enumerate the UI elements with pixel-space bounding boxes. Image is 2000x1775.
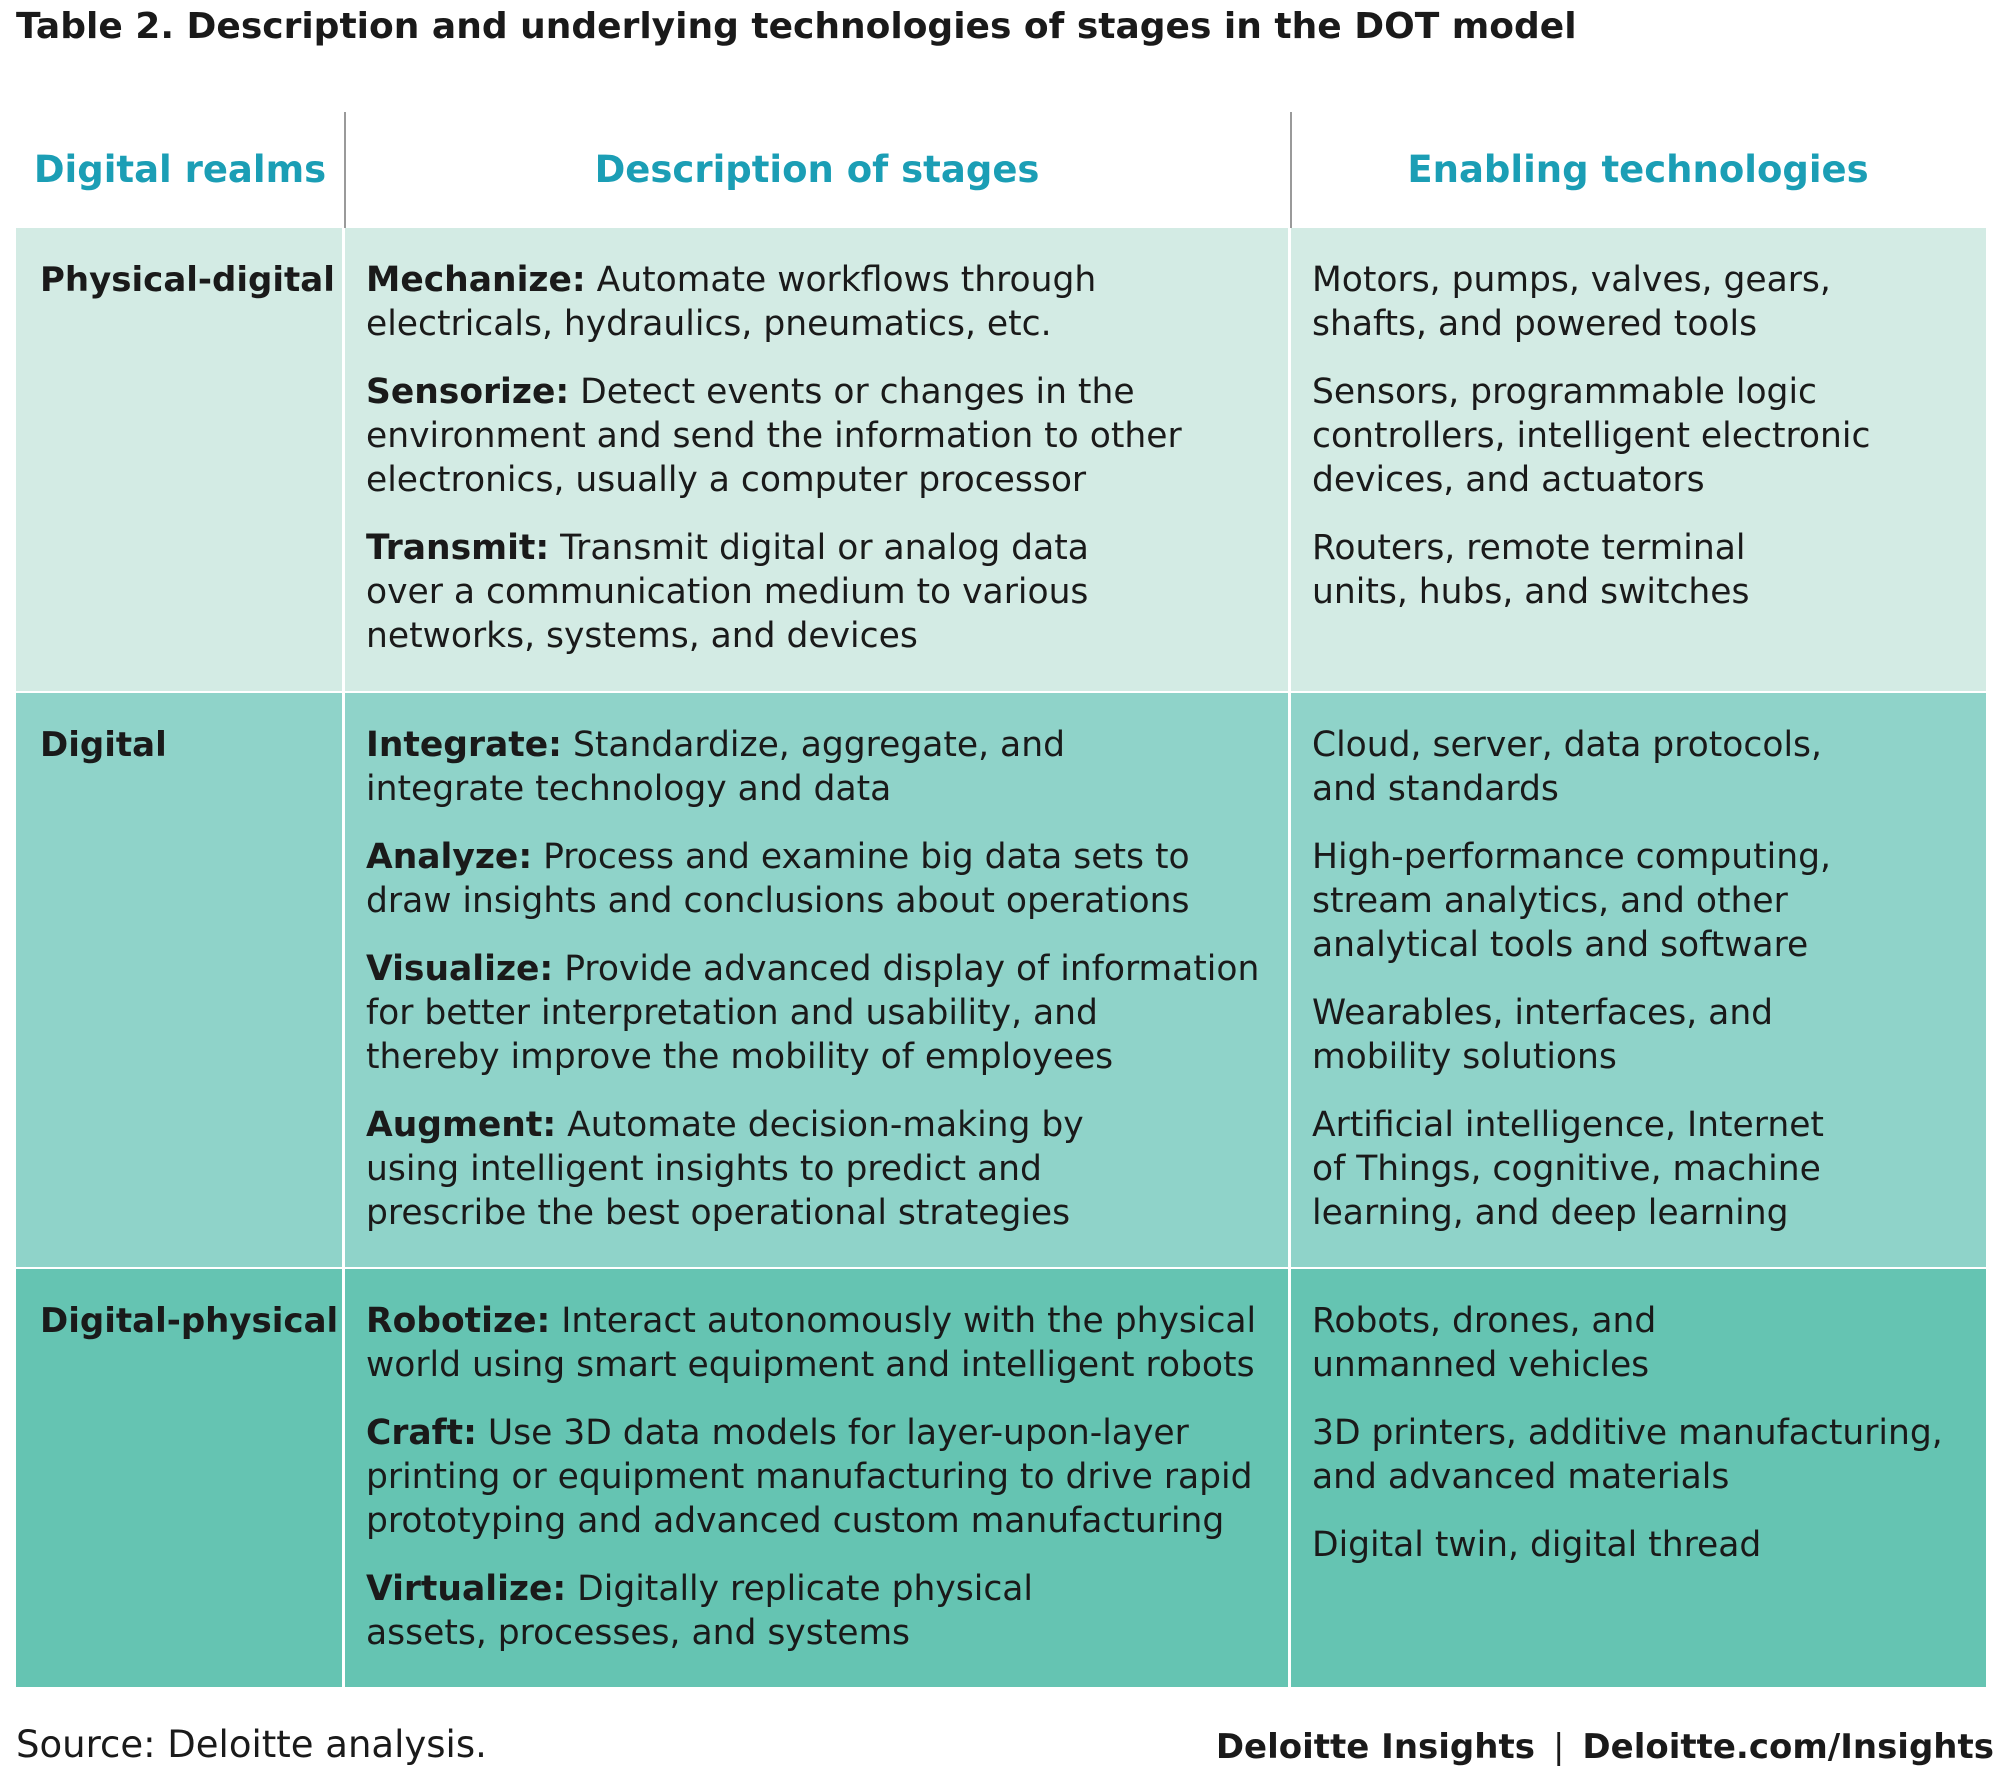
stage-text: networks, systems, and devices — [366, 616, 918, 656]
stage-descriptions — [366, 723, 1286, 1259]
realm-label: Digital-physical — [40, 1301, 339, 1341]
realm-label: Digital — [40, 725, 167, 765]
row-digital-physical — [16, 1269, 1986, 1687]
column-divider — [342, 693, 345, 1267]
stage-descriptions — [366, 258, 1286, 682]
stage-text: Interact autonomously with the physical — [561, 1301, 1257, 1341]
stage-term: Robotize: — [366, 1301, 551, 1341]
stage-term: Visualize: — [366, 949, 554, 989]
stage-term: Transmit: — [366, 528, 550, 568]
stage-text: printing or equipment manufacturing to drive rapid — [366, 1457, 1253, 1497]
stage-term: Virtualize: — [366, 1569, 567, 1609]
enabling-technologies — [1312, 1299, 1982, 1591]
stage-text: integrate technology and data — [366, 769, 892, 809]
header-digital-realms: Digital realms — [33, 147, 327, 191]
stage-text: world using smart equipment and intelligent robots — [366, 1345, 1255, 1385]
enabling-technologies — [1312, 723, 1982, 1259]
stage-text: Detect events or changes in the — [580, 372, 1135, 412]
column-divider — [1288, 693, 1291, 1267]
source-note: Source: Deloitte analysis. — [16, 1723, 487, 1766]
stage-text: electricals, hydraulics, pneumatics, etc. — [366, 304, 1052, 344]
stage-text: Use 3D data models for layer-upon-layer — [487, 1413, 1189, 1453]
row-digital — [16, 693, 1986, 1267]
technology-item: Digital twin, digital thread — [1312, 1525, 1762, 1565]
technology-item: High-performance computing, stream analytics, and other analytical tools and software — [1312, 837, 1831, 965]
stage-text: thereby improve the mobility of employees — [366, 1037, 1114, 1077]
brand-separator: | — [1552, 1727, 1565, 1767]
stage-sensorize — [366, 370, 1286, 502]
header-description-of-stages: Description of stages — [594, 147, 1040, 191]
stage-craft — [366, 1411, 1286, 1543]
realm-label: Physical-digital — [40, 260, 335, 300]
stage-text: using intelligent insights to predict and — [366, 1149, 1042, 1189]
technology-item: Sensors, programmable logic controllers, intelligent electronic devices, and actuators — [1312, 372, 1871, 500]
stage-text: environment and send the information to other — [366, 416, 1182, 456]
stage-text: Process and examine big data sets to — [543, 837, 1190, 877]
technology-item: Robots, drones, and unmanned vehicles — [1312, 1301, 1657, 1385]
header-divider-right — [1290, 112, 1292, 228]
stage-text: electronics, usually a computer processor — [366, 460, 1087, 500]
technology-item: Artificial intelligence, Internet of Things, cognitive, machine learning, and deep learning — [1312, 1105, 1824, 1233]
row-physical-digital — [16, 228, 1986, 691]
stage-descriptions — [366, 1299, 1286, 1679]
stage-text: Provide advanced display of information — [564, 949, 1260, 989]
column-divider — [342, 228, 345, 691]
stage-text: assets, processes, and systems — [366, 1613, 911, 1653]
technology-item: Routers, remote terminal units, hubs, and switches — [1312, 528, 1750, 612]
column-divider — [1288, 1269, 1291, 1687]
enabling-technologies — [1312, 258, 1982, 638]
brand-name: Deloitte Insights — [1215, 1727, 1535, 1767]
column-divider — [342, 1269, 345, 1687]
stage-text: Standardize, aggregate, and — [572, 725, 1065, 765]
stage-term: Analyze: — [366, 837, 533, 877]
stage-text: for better interpretation and usability, and — [366, 993, 1098, 1033]
technology-item: Cloud, server, data protocols, and standards — [1312, 725, 1822, 809]
stage-term: Integrate: — [366, 725, 562, 765]
stage-visualize — [366, 947, 1286, 1079]
technology-item: 3D printers, additive manufacturing, and advanced materials — [1312, 1413, 1943, 1497]
column-divider — [1288, 228, 1291, 691]
stage-augment — [366, 1103, 1286, 1235]
stage-mechanize — [366, 258, 1286, 346]
technology-item: Wearables, interfaces, and mobility solutions — [1312, 993, 1774, 1077]
table-header-row — [16, 110, 1986, 228]
stage-virtualize — [366, 1567, 1286, 1655]
stage-transmit — [366, 526, 1286, 658]
footer-brand — [1216, 1724, 1994, 1770]
technology-item: Motors, pumps, valves, gears, shafts, and powered tools — [1312, 260, 1831, 344]
stage-term: Mechanize: — [366, 260, 586, 300]
stage-text: Automate decision-making by — [567, 1105, 1084, 1145]
stage-term: Sensorize: — [366, 372, 570, 412]
stage-analyze — [366, 835, 1286, 923]
stage-text: Automate workflows through — [596, 260, 1097, 300]
table-title: Table 2. Description and underlying technologies of stages in the DOT model — [16, 6, 1577, 47]
header-enabling-technologies: Enabling technologies — [1407, 147, 1869, 191]
stage-text: prescribe the best operational strategies — [366, 1193, 1071, 1233]
stage-text: Transmit digital or analog data — [560, 528, 1089, 568]
stage-term: Augment: — [366, 1105, 557, 1145]
brand-url: Deloitte.com/Insights — [1582, 1727, 1994, 1767]
stage-text: draw insights and conclusions about operations — [366, 881, 1190, 921]
stage-term: Craft: — [366, 1413, 477, 1453]
stage-integrate — [366, 723, 1286, 811]
stage-text: over a communication medium to various — [366, 572, 1089, 612]
header-divider-left — [344, 112, 346, 228]
stage-robotize — [366, 1299, 1286, 1387]
stage-text: Digitally replicate physical — [577, 1569, 1034, 1609]
stage-text: prototyping and advanced custom manufacturing — [366, 1501, 1225, 1541]
